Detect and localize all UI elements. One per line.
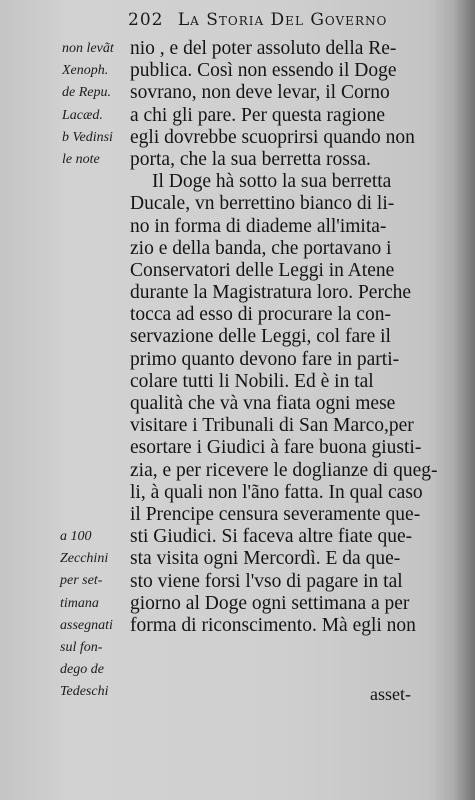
text-line: no in forma di diademe all'imita- — [130, 215, 387, 237]
text-line: egli dovrebbe scuoprirsi quando non — [130, 126, 415, 148]
text-line: porta, che la sua berretta rossa. — [130, 148, 371, 170]
text-line: visitare i Tribunali di San Marco,per — [130, 415, 414, 437]
margin-note-line: Lacæd. — [62, 107, 103, 123]
margin-note-line: a 100 — [60, 529, 92, 544]
page-edge-shadow — [453, 0, 475, 800]
text-line: primo quanto devono fare in parti- — [130, 348, 400, 370]
text-line: publica. Così non essendo il Doge — [130, 60, 397, 82]
margin-note-line: Zecchini — [60, 551, 109, 567]
margin-note-line: sul fon- — [60, 639, 103, 655]
text-line: colare tutti li Nobili. Ed è in tal — [130, 370, 374, 392]
text-line: li, à quali non l'ãno fatta. In qual caso — [130, 481, 423, 503]
text-line: durante la Magistratura loro. Perche — [130, 282, 412, 304]
margin-note-line: de Repu. — [62, 85, 111, 101]
margin-note-line: Tedeschi — [60, 684, 109, 700]
text-line: tocca ad esso di procurare la con- — [130, 304, 391, 326]
margin-note-line: assegnati — [60, 617, 113, 633]
text-line: Conservatori delle Leggi in Atene — [130, 259, 395, 281]
text-line: esortare i Giudici à fare buona giusti- — [130, 437, 422, 459]
margin-note-line: per set- — [60, 573, 103, 589]
running-title: La Storia Del Governo — [177, 10, 388, 30]
text-line: servazione delle Leggi, col fare il — [130, 326, 391, 348]
margin-note-line: non levãt — [62, 41, 114, 56]
text-line: sto viene forsi l'vso di pagare in tal — [130, 570, 403, 592]
text-line: nio , e del poter assoluto della Re- — [130, 38, 397, 59]
text-line: forma di riconscimento. Mà egli non — [130, 614, 416, 636]
page-fold-shading — [0, 0, 60, 800]
text-line: zio e della banda, che portavano i — [130, 237, 392, 259]
text-line: zia, e per ricevere le doglianze di queg- — [130, 459, 438, 481]
text-line: sti Giudici. Si faceva altre fiate que- — [130, 526, 413, 548]
text-line: qualità che và vna fiata ogni mese — [130, 393, 396, 414]
margin-note-line: timana — [60, 595, 99, 611]
margin-notes-bottom — [60, 526, 130, 704]
margin-note-line: b Vedinsi — [62, 129, 113, 145]
text-line: sta visita ogni Mercordì. E da que- — [130, 548, 401, 570]
margin-note-line: dego de — [60, 662, 104, 678]
text-line: giorno al Doge ogni settimana a per — [130, 592, 410, 614]
catchword: asset- — [370, 684, 411, 704]
text-line: a chi gli pare. Per questa ragione — [130, 104, 386, 126]
text-line: Ducale, vn berrettino bianco di li- — [130, 193, 395, 215]
page-header — [128, 10, 448, 30]
text-line: Il Doge hà sotto la sua berretta — [152, 171, 392, 193]
text-line: sovrano, non deve levar, il Corno — [130, 82, 390, 104]
margin-note-line: le note — [62, 151, 100, 167]
page-number: 202 — [128, 10, 164, 30]
text-line: il Prencipe censura severamente que- — [130, 503, 421, 525]
body-text — [130, 38, 450, 637]
margin-note-line: Xenoph. — [62, 63, 109, 79]
margin-notes-top — [62, 38, 132, 171]
